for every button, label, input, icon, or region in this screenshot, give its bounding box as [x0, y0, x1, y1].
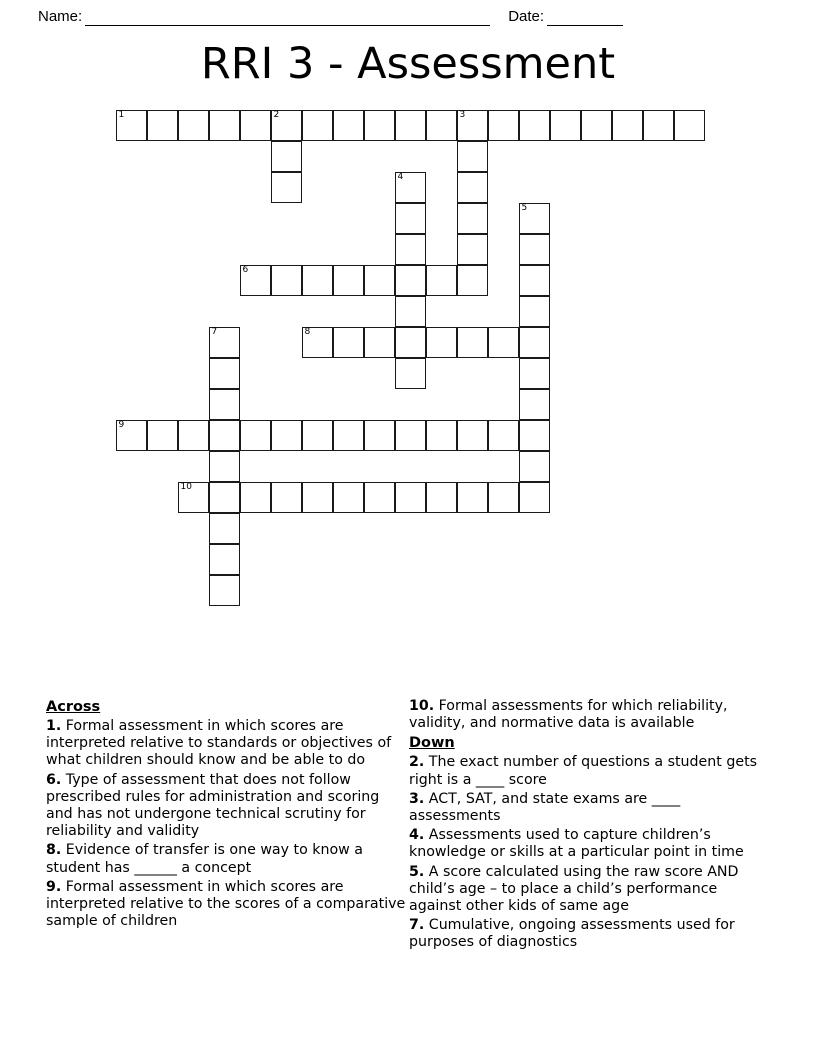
crossword-cell-r9-c3[interactable] [209, 389, 240, 420]
crossword-cell-r0-c2[interactable] [178, 110, 209, 141]
crossword-cell-r0-c17[interactable] [643, 110, 674, 141]
clue-number: 5. [409, 863, 425, 880]
date-label: Date: [508, 8, 545, 25]
crossword-cell-r10-c8[interactable] [364, 420, 395, 451]
crossword-cell-r5-c11[interactable] [457, 265, 488, 296]
crossword-cell-r3-c9[interactable] [395, 203, 426, 234]
crossword-cell-r5-c9[interactable] [395, 265, 426, 296]
crossword-cell-r10-c9[interactable] [395, 420, 426, 451]
clue-number: 3. [409, 790, 425, 807]
clue-across-6 [46, 772, 409, 841]
crossword-cell-r3-c13[interactable] [519, 203, 550, 234]
clue-number: 9. [46, 878, 62, 895]
clue-across-1 [46, 718, 409, 770]
crossword-cell-r8-c9[interactable] [395, 358, 426, 389]
clue-across-8 [46, 842, 409, 876]
crossword-cell-r5-c4[interactable] [240, 265, 271, 296]
crossword-cell-r6-c13[interactable] [519, 296, 550, 327]
crossword-cell-r0-c12[interactable] [488, 110, 519, 141]
clue-text: Evidence of transfer is one way to know a student has ______ a concept [46, 842, 363, 876]
crossword-cell-r12-c4[interactable] [240, 482, 271, 513]
crossword-cell-r14-c3[interactable] [209, 544, 240, 575]
crossword-cell-r10-c5[interactable] [271, 420, 302, 451]
crossword-cell-r5-c10[interactable] [426, 265, 457, 296]
down-heading: Down [409, 735, 455, 752]
crossword-cell-r11-c3[interactable] [209, 451, 240, 482]
crossword-cell-number: 1 [118, 110, 125, 120]
crossword-cell-r0-c9[interactable] [395, 110, 426, 141]
crossword-cell-r10-c13[interactable] [519, 420, 550, 451]
crossword-cell-r0-c8[interactable] [364, 110, 395, 141]
crossword-cell-r12-c10[interactable] [426, 482, 457, 513]
crossword-cell-r10-c10[interactable] [426, 420, 457, 451]
clue-number: 8. [46, 842, 62, 859]
crossword-cell-r7-c9[interactable] [395, 327, 426, 358]
clue-text: Formal assessment in which scores are interpreted relative to standards or objectives of what children should know and be able to do [46, 718, 392, 769]
crossword-cell-r5-c6[interactable] [302, 265, 333, 296]
clue-down-3 [409, 791, 772, 825]
crossword-cell-r10-c12[interactable] [488, 420, 519, 451]
crossword-cell-r0-c4[interactable] [240, 110, 271, 141]
clues-section [0, 698, 816, 968]
crossword-cell-r0-c0[interactable] [116, 110, 147, 141]
crossword-cell-r0-c15[interactable] [581, 110, 612, 141]
clue-across-9 [46, 879, 409, 931]
crossword-cell-r10-c3[interactable] [209, 420, 240, 451]
clue-down-7 [409, 917, 772, 951]
clues-column-left [46, 698, 409, 932]
crossword-cell-r10-c2[interactable] [178, 420, 209, 451]
crossword-cell-number: 2 [273, 110, 280, 120]
crossword-cell-r12-c3[interactable] [209, 482, 240, 513]
crossword-cell-r8-c13[interactable] [519, 358, 550, 389]
crossword-cell-r0-c1[interactable] [147, 110, 178, 141]
clue-text: The exact number of questions a student gets right is a ____ score [409, 754, 758, 788]
clue-down-4 [409, 827, 772, 861]
clue-number: 6. [46, 771, 62, 788]
crossword-cell-r7-c10[interactable] [426, 327, 457, 358]
page-title: RRI 3 - Assessment [200, 39, 616, 89]
crossword-cell-r5-c13[interactable] [519, 265, 550, 296]
crossword-cell-number: 7 [211, 327, 218, 337]
crossword-cell-r0-c5[interactable] [271, 110, 302, 141]
crossword-cell-r7-c13[interactable] [519, 327, 550, 358]
crossword-cell-r7-c3[interactable] [209, 327, 240, 358]
crossword-cell-r12-c6[interactable] [302, 482, 333, 513]
crossword-cell-r0-c11[interactable] [457, 110, 488, 141]
crossword-cell-r8-c3[interactable] [209, 358, 240, 389]
crossword-cell-r4-c9[interactable] [395, 234, 426, 265]
crossword-cell-r0-c10[interactable] [426, 110, 457, 141]
crossword-cell-number: 3 [459, 110, 466, 120]
crossword-cell-r7-c12[interactable] [488, 327, 519, 358]
clue-number: 1. [46, 718, 62, 734]
clue-text: Type of assessment that does not follow prescribed rules for administration and scoring and has not undergone technical scrutiny for reliability and validity [46, 771, 380, 840]
clue-text: ACT, SAT, and state exams are ____ assessments [409, 790, 681, 825]
crossword-cell-r12-c2[interactable] [178, 482, 209, 513]
crossword-cell-r12-c11[interactable] [457, 482, 488, 513]
name-label: Name: [38, 8, 83, 25]
crossword-cell-r10-c1[interactable] [147, 420, 178, 451]
crossword-cell-r10-c0[interactable] [116, 420, 147, 451]
clue-text: Formal assessments for which reliability, validity, and normative data is available [409, 698, 728, 732]
crossword-cell-r5-c7[interactable] [333, 265, 364, 296]
crossword-cell-r5-c8[interactable] [364, 265, 395, 296]
clue-text: A score calculated using the raw score AND child’s age – to place a child’s performance against other kids of same age [409, 863, 739, 915]
name-input-line[interactable] [85, 10, 490, 26]
clue-down-5 [409, 864, 772, 916]
clue-down-2 [409, 754, 772, 788]
crossword-cell-number: 4 [397, 172, 404, 182]
clue-number: 7. [409, 917, 425, 934]
clue-number: 10. [409, 698, 435, 714]
crossword-cell-r0-c7[interactable] [333, 110, 364, 141]
crossword-grid[interactable] [116, 110, 716, 610]
clue-text: Cumulative, ongoing assessments used for purposes of diagnostics [409, 917, 735, 951]
crossword-cell-r10-c6[interactable] [302, 420, 333, 451]
crossword-cell-r12-c9[interactable] [395, 482, 426, 513]
across-heading: Across [46, 699, 101, 715]
crossword-cell-r10-c11[interactable] [457, 420, 488, 451]
clue-text: Assessments used to capture children’s knowledge or skills at a particular point in time [409, 827, 744, 861]
crossword-cell-r10-c4[interactable] [240, 420, 271, 451]
clue-number: 4. [409, 827, 425, 844]
crossword-cell-r3-c11[interactable] [457, 203, 488, 234]
clue-number: 2. [409, 754, 425, 771]
crossword-cell-r2-c9[interactable] [395, 172, 426, 203]
crossword-cell-r12-c12[interactable] [488, 482, 519, 513]
date-input-line[interactable] [547, 10, 623, 26]
crossword-cell-r5-c5[interactable] [271, 265, 302, 296]
crossword-cell-r2-c5[interactable] [271, 172, 302, 203]
crossword-cell-r0-c13[interactable] [519, 110, 550, 141]
crossword-cell-r2-c11[interactable] [457, 172, 488, 203]
crossword-cell-r6-c9[interactable] [395, 296, 426, 327]
crossword-cell-r1-c5[interactable] [271, 141, 302, 172]
crossword-cell-r10-c7[interactable] [333, 420, 364, 451]
crossword-cell-r12-c5[interactable] [271, 482, 302, 513]
clue-across-10 [409, 698, 772, 732]
crossword-cell-r13-c3[interactable] [209, 513, 240, 544]
crossword-cell-r0-c3[interactable] [209, 110, 240, 141]
crossword-cell-r9-c13[interactable] [519, 389, 550, 420]
crossword-cell-r12-c7[interactable] [333, 482, 364, 513]
crossword-cell-number: 8 [304, 327, 311, 337]
crossword-cell-r7-c7[interactable] [333, 327, 364, 358]
crossword-cell-r0-c16[interactable] [612, 110, 643, 141]
crossword-cell-r11-c13[interactable] [519, 451, 550, 482]
crossword-cell-number: 6 [242, 265, 249, 275]
crossword-cell-r12-c8[interactable] [364, 482, 395, 513]
clues-column-right [409, 698, 772, 954]
crossword-cell-r4-c13[interactable] [519, 234, 550, 265]
crossword-cell-r15-c3[interactable] [209, 575, 240, 606]
crossword-cell-r1-c11[interactable] [457, 141, 488, 172]
crossword-cell-r12-c13[interactable] [519, 482, 550, 513]
crossword-cell-r0-c14[interactable] [550, 110, 581, 141]
crossword-cell-r7-c8[interactable] [364, 327, 395, 358]
crossword-cell-r0-c6[interactable] [302, 110, 333, 141]
crossword-cell-r7-c6[interactable] [302, 327, 333, 358]
name-date-row [0, 0, 816, 26]
crossword-cell-r0-c18[interactable] [674, 110, 705, 141]
crossword-cell-r7-c11[interactable] [457, 327, 488, 358]
crossword-cell-number: 5 [521, 203, 528, 213]
clue-text: Formal assessment in which scores are interpreted relative to the scores of a comparative sample of children [46, 878, 406, 930]
crossword-cell-number: 10 [180, 482, 192, 492]
crossword-cell-r4-c11[interactable] [457, 234, 488, 265]
crossword-cell-number: 9 [118, 420, 125, 430]
